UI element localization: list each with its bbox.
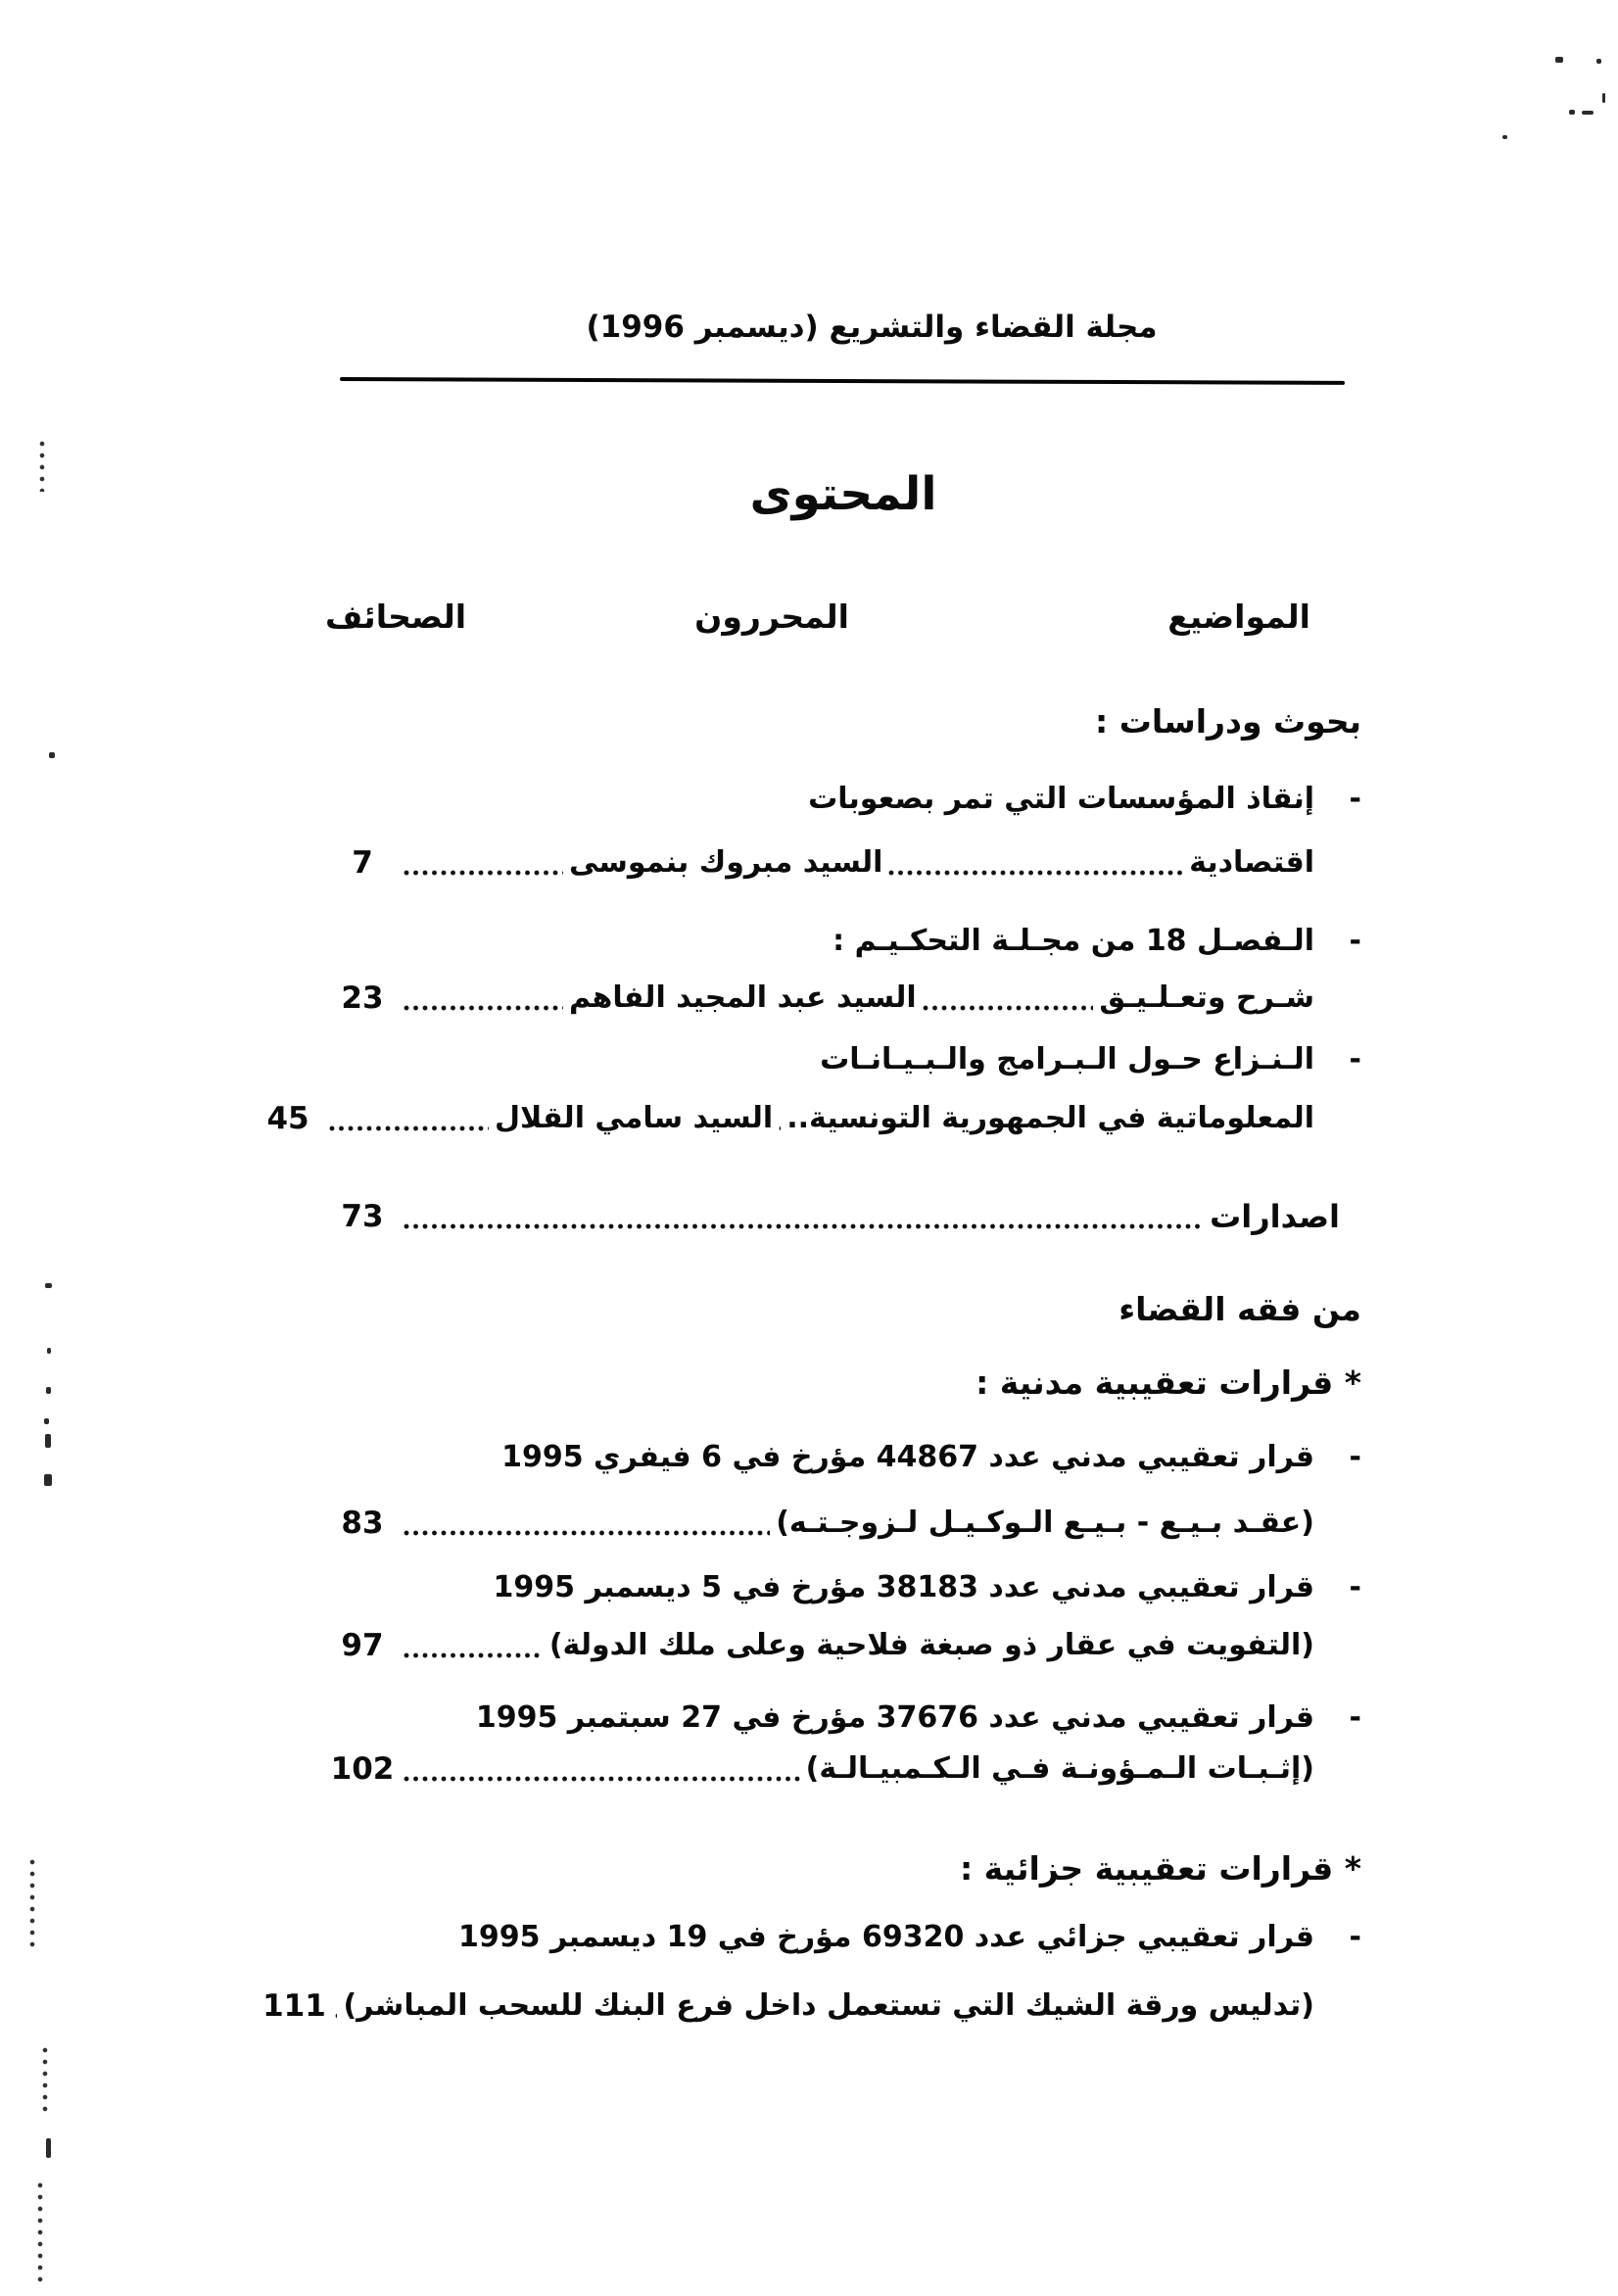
scan-artifact <box>44 1474 52 1486</box>
scan-artifact <box>1602 93 1605 103</box>
toc-item-line1 <box>313 778 1361 821</box>
dotted-leader <box>917 977 1100 1020</box>
item-indent <box>1314 841 1361 885</box>
item-page-number: 45 <box>266 1101 309 1136</box>
scan-artifact <box>46 2138 51 2158</box>
dotted-leader <box>773 1097 786 1140</box>
toc-item-line1 <box>313 1566 1361 1609</box>
header-rule <box>340 377 1345 385</box>
item-editor: السيد سامي القلال <box>495 1101 774 1135</box>
scan-artifact <box>39 441 59 492</box>
dotted-leader <box>398 1624 549 1667</box>
toc-column-headers <box>313 595 1361 640</box>
item-indent <box>1314 1985 1361 2028</box>
item-page-number: 83 <box>341 1506 384 1541</box>
dotted-leader <box>323 1097 495 1140</box>
item-topic-continuation: المعلوماتية في الجمهورية التونسية.. <box>786 1101 1314 1135</box>
section-criminal-cassation: * قرارات تعقيبية جزائية : <box>959 1849 1361 1888</box>
item-dash: - <box>1349 1440 1361 1474</box>
item-page-number: 73 <box>341 1199 384 1234</box>
item-topic-continuation: اقتصادية <box>1189 845 1314 880</box>
toc-item-line2 <box>313 1747 1361 1791</box>
toc-item-line1 <box>313 1697 1361 1740</box>
scan-artifact <box>49 752 55 758</box>
column-header-topics: المواضيع <box>1167 598 1310 636</box>
item-dash: - <box>1349 1700 1361 1735</box>
toc-item-line1 <box>313 1436 1361 1479</box>
item-topic-continuation: (التفويت في عقار ذو صبغة فلاحية وعلى ملك الدولة) <box>548 1628 1314 1662</box>
item-topic: إنقاذ المؤسسات التي تمر بصعوبات <box>808 782 1314 816</box>
item-page-number: 97 <box>341 1628 384 1663</box>
toc-item-line2 <box>262 1985 1361 2028</box>
scan-artifact <box>37 2182 55 2286</box>
item-topic-continuation: (تدليس ورقة الشيك التي تستعمل داخل فرع البنك للسحب المباشر) <box>343 1988 1314 2023</box>
toc-item-line1 <box>313 1916 1361 1959</box>
item-topic: اصدارات <box>1210 1198 1340 1235</box>
toc-item-line1 <box>313 1038 1361 1081</box>
scan-artifact <box>1569 110 1575 115</box>
column-header-pages: الصحائف <box>325 598 467 636</box>
column-header-editors: المحررون <box>694 598 849 636</box>
item-indent <box>1314 1747 1361 1791</box>
item-indent <box>1314 977 1361 1020</box>
table-of-contents <box>262 595 1361 2028</box>
item-page-number: 23 <box>341 981 384 1016</box>
item-topic: قرار تعقيبي جزائي عدد 69320 مؤرخ في 19 ديسمبر 1995 <box>457 1920 1314 1954</box>
scan-artifact <box>1555 57 1563 63</box>
item-indent <box>1314 1624 1361 1667</box>
toc-item-line2 <box>266 1097 1361 1140</box>
item-topic: الـفصـل 18 من مجـلـة التحكـيـم : <box>833 924 1314 958</box>
item-topic: قرار تعقيبي مدني عدد 37676 مؤرخ في 27 سبتمبر 1995 <box>475 1700 1314 1735</box>
section-research-studies: بحوث ودراسات : <box>1095 702 1361 741</box>
item-page-number: 111 <box>262 1988 326 2024</box>
scan-artifact <box>29 1859 57 1949</box>
scan-artifact <box>1582 111 1594 115</box>
toc-item-line2 <box>313 841 1361 885</box>
item-page-number: 7 <box>352 845 373 881</box>
dotted-leader <box>398 1502 776 1545</box>
dotted-leader <box>398 1747 806 1791</box>
item-page-number: 102 <box>330 1751 395 1787</box>
dotted-leader <box>882 841 1189 885</box>
item-dash: - <box>1349 782 1361 816</box>
item-dash: - <box>1349 924 1361 958</box>
toc-item-line1 <box>313 920 1361 963</box>
item-dash: - <box>1349 1570 1361 1604</box>
item-topic: الـنـزاع حـول الـبـرامج والـبـيـانـات <box>820 1042 1314 1076</box>
section-jurisprudence: من فقه القضاء <box>1118 1290 1361 1328</box>
item-topic: قرار تعقيبي مدني عدد 38183 مؤرخ في 5 ديسمبر 1995 <box>493 1570 1314 1604</box>
scan-artifact <box>45 1434 51 1448</box>
toc-item-line2 <box>313 977 1361 1020</box>
dotted-leader <box>398 1195 1210 1238</box>
toc-item-line2 <box>313 1624 1361 1667</box>
scan-artifact <box>1596 59 1601 64</box>
journal-header-title: مجلة القضاء والتشريع (ديسمبر 1996) <box>586 310 1158 345</box>
item-indent <box>1314 1502 1361 1545</box>
item-editor: السيد عبد المجيد الفاهم <box>569 981 917 1015</box>
item-editor: السيد مبروك بنموسى <box>569 845 883 880</box>
scan-artifact <box>42 2047 50 2118</box>
item-topic-continuation: (إثـبـات الـمـؤونـة فـي الـكـمبيـالـة) <box>805 1751 1314 1786</box>
dotted-leader <box>329 1985 343 2028</box>
scan-artifact <box>47 1348 51 1354</box>
toc-row-publications <box>313 1195 1361 1238</box>
item-dash: - <box>1349 1042 1361 1076</box>
item-topic-continuation: شـرح وتعـلـيـق <box>1099 981 1314 1015</box>
scan-artifact <box>1502 135 1507 139</box>
toc-item-line2 <box>313 1502 1361 1545</box>
item-topic: قرار تعقيبي مدني عدد 44867 مؤرخ في 6 فيفري 1995 <box>501 1440 1314 1474</box>
page-title: المحتوى <box>749 467 937 521</box>
item-indent <box>1314 1097 1361 1140</box>
dotted-leader <box>398 841 569 885</box>
scan-artifact <box>46 1387 51 1394</box>
item-topic-continuation: (عقـد بـيـع - بـيـع الـوكـيـل لـزوجـتـه) <box>776 1506 1314 1540</box>
scan-artifact <box>45 1283 52 1288</box>
scan-artifact <box>44 1418 49 1424</box>
section-civil-cassation: * قرارات تعقيبية مدنية : <box>976 1363 1361 1402</box>
item-dash: - <box>1349 1920 1361 1954</box>
dotted-leader <box>398 977 569 1020</box>
